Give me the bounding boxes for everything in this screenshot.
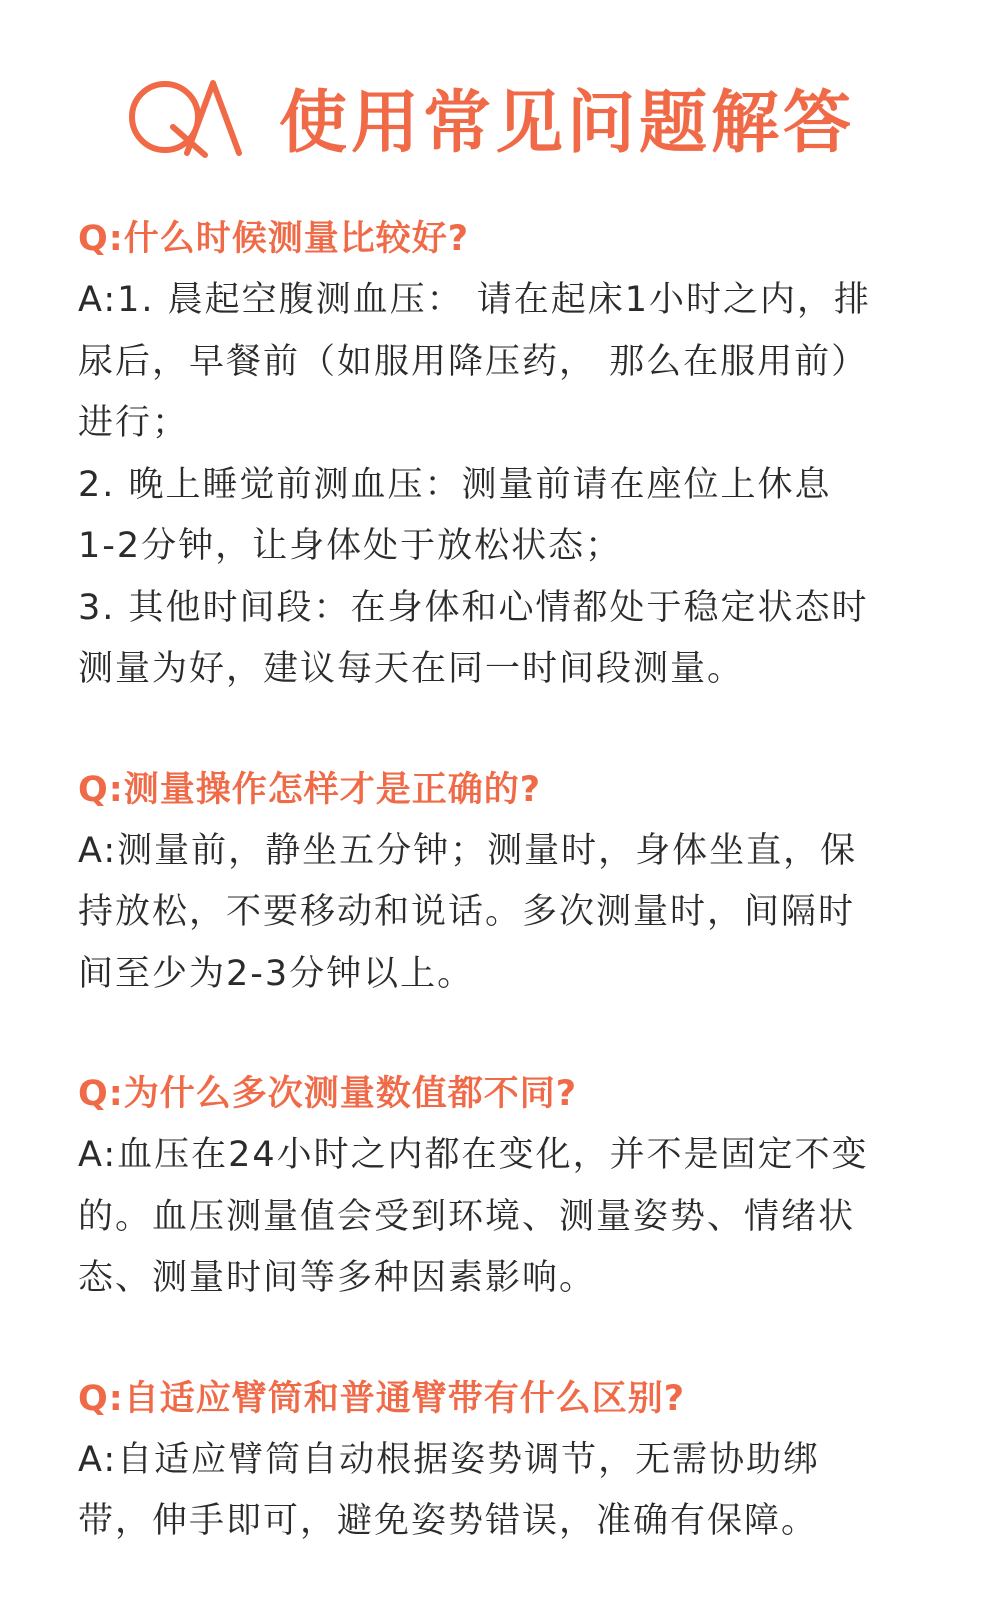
answer-line: 测量为好，建议每天在同一时间段测量。 xyxy=(78,649,745,689)
page-header xyxy=(125,62,855,172)
qa-logo-icon xyxy=(125,75,243,159)
faq-item xyxy=(78,1063,928,1310)
page-title: 使用常见问题解答 xyxy=(279,83,856,163)
faq-answer xyxy=(78,270,928,701)
faq-question: Q:自适应臂筒和普通臂带有什么区别? xyxy=(78,1378,686,1419)
answer-line: A:自适应臂筒自动根据姿势调节，无需协助绑 xyxy=(78,1439,821,1480)
answer-line: 3. 其他时间段：在身体和心情都处于稳定状态时 xyxy=(78,587,869,628)
faq-answer xyxy=(78,1125,928,1310)
answer-line: A:1. 晨起空腹测血压： 请在起床1小时之内，排 xyxy=(78,280,872,320)
faq-item xyxy=(78,208,928,701)
answer-line: 持放松，不要移动和说话。多次测量时，间隔时 xyxy=(78,892,856,932)
answer-line: A:血压在24小时之内都在变化，并不是固定不变 xyxy=(78,1135,869,1175)
answer-line: 2. 晚上睡觉前测血压：测量前请在座位上休息 xyxy=(78,464,832,505)
answer-line: 进行； xyxy=(78,403,190,443)
answer-line: 尿后，早餐前（如服用降压药， 那么在服用前） xyxy=(78,341,869,382)
faq-question: Q:测量操作怎样才是正确的? xyxy=(78,769,542,810)
faq-answer xyxy=(78,821,928,1006)
faq-question: Q:什么时候测量比较好? xyxy=(78,219,470,259)
answer-line: 间至少为2-3分钟以上。 xyxy=(78,953,475,994)
answer-line: 带，伸手即可，避免姿势错误，准确有保障。 xyxy=(78,1501,819,1541)
faq-list xyxy=(78,208,928,1611)
faq-item xyxy=(78,759,928,1006)
faq-answer xyxy=(78,1430,928,1553)
answer-line: 态、测量时间等多种因素影响。 xyxy=(78,1258,597,1298)
faq-item xyxy=(78,1368,928,1553)
answer-line: 的。血压测量值会受到环境、测量姿势、情绪状 xyxy=(78,1196,856,1237)
faq-question: Q:为什么多次测量数值都不同? xyxy=(78,1074,578,1114)
answer-line: A:测量前，静坐五分钟；测量时，身体坐直，保 xyxy=(78,830,858,871)
answer-line: 1-2分钟，让身体处于放松状态； xyxy=(78,526,623,566)
